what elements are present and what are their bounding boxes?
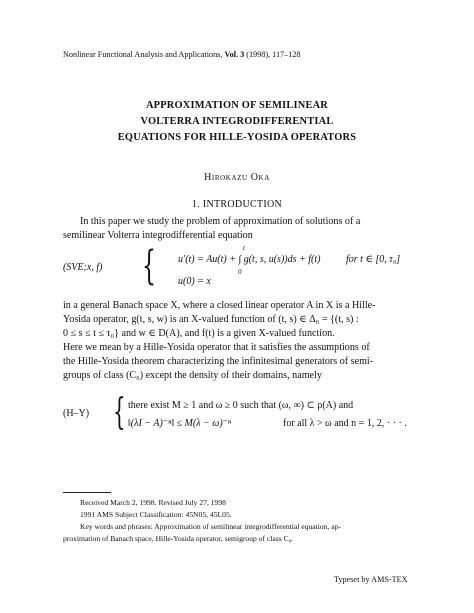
- integral-lower-limit: 0: [238, 268, 242, 276]
- paragraph-2-line-1: in a general Banach space X, where a closed linear operator A in X is a Hille-: [63, 300, 376, 311]
- journal-name: Nonlinear Functional Analysis and Applications,: [63, 50, 223, 59]
- paragraph-2-line-6: groups of class (C₀) except the density of their domains, namely: [63, 370, 322, 381]
- footnote-rule: [63, 492, 111, 493]
- author-name: [0, 172, 474, 183]
- paragraph-2-line-4: Here we mean by a Hille-Yosida operator that it satisfies the assumptions of: [63, 342, 370, 353]
- title-line-3: EQUATIONS FOR HILLE-YOSIDA OPERATORS: [117, 132, 357, 143]
- section-heading: 1. INTRODUCTION: [191, 199, 283, 210]
- equation-hy-line-2: ‖(λI − A)⁻ⁿ‖ ≤ M(λ − ω)⁻ⁿ: [128, 418, 232, 429]
- footnote-keywords-line-2: proximation of Banach space, Hille-Yosida operator, semigroup of class C₀.: [63, 534, 294, 543]
- author-text: Hirokazu Oka: [204, 172, 270, 183]
- footnote-keywords-line-1: Key words and phrases: Approximation of semilinear integrodifferential equation, ap-: [80, 522, 341, 531]
- left-brace-icon: {: [142, 243, 156, 289]
- equation-label-sve: (SVE;x, f): [63, 262, 103, 273]
- left-brace-icon: {: [113, 392, 126, 433]
- footnote-classification: 1991 AMS Subject Classification: 45N05, 45L05.: [80, 510, 232, 519]
- paragraph-1-line-2: semilinear Volterra integrodifferential equation: [63, 230, 253, 241]
- title-line-1: APPROXIMATION OF SEMILINEAR: [145, 100, 329, 111]
- journal-header: [63, 50, 301, 59]
- typeset-by: Typeset by AMS-TEX: [334, 575, 408, 584]
- paragraph-2-line-5: the Hille-Yosida theorem characterizing the infinitesimal generators of semi-: [63, 356, 374, 367]
- paragraph-2-line-2: Yosida operator, g(t, s, w) is an X-valued function of (t, s) ∈ Δ₀ = {(t, s) :: [63, 314, 359, 325]
- footnote-received: Received March 2, 1998. Revised July 27, 1998: [80, 498, 226, 507]
- equation-sve-condition: for t ∈ [0, τ₀]: [346, 254, 401, 265]
- paragraph-1-line-1: In this paper we study the problem of approximation of solutions of a: [80, 216, 361, 227]
- title-line-2: VOLTERRA INTEGRODIFFERENTIAL: [140, 116, 334, 127]
- paragraph-2-line-3: 0 ≤ s ≤ t ≤ τ₀} and w ∈ D(A), and f(t) is a given X-valued function.: [63, 328, 335, 339]
- journal-volume: Vol. 3: [224, 50, 245, 59]
- equation-label-hy: (H–Y): [63, 408, 90, 419]
- equation-sve-line-1: u′(t) = Au(t) + ∫ g(t, s, u(s))ds + f(t): [178, 254, 321, 265]
- integral-upper-limit: t: [243, 244, 245, 252]
- equation-sve-line-2: u(0) = x: [178, 276, 211, 287]
- equation-hy-line-1: there exist M ≥ 1 and ω ≥ 0 such that (ω, ∞) ⊂ ρ(A) and: [128, 400, 354, 411]
- journal-year-pages: (1998), 117–128: [246, 50, 301, 59]
- equation-hy-condition: for all λ > ω and n = 1, 2, · · · .: [283, 418, 407, 429]
